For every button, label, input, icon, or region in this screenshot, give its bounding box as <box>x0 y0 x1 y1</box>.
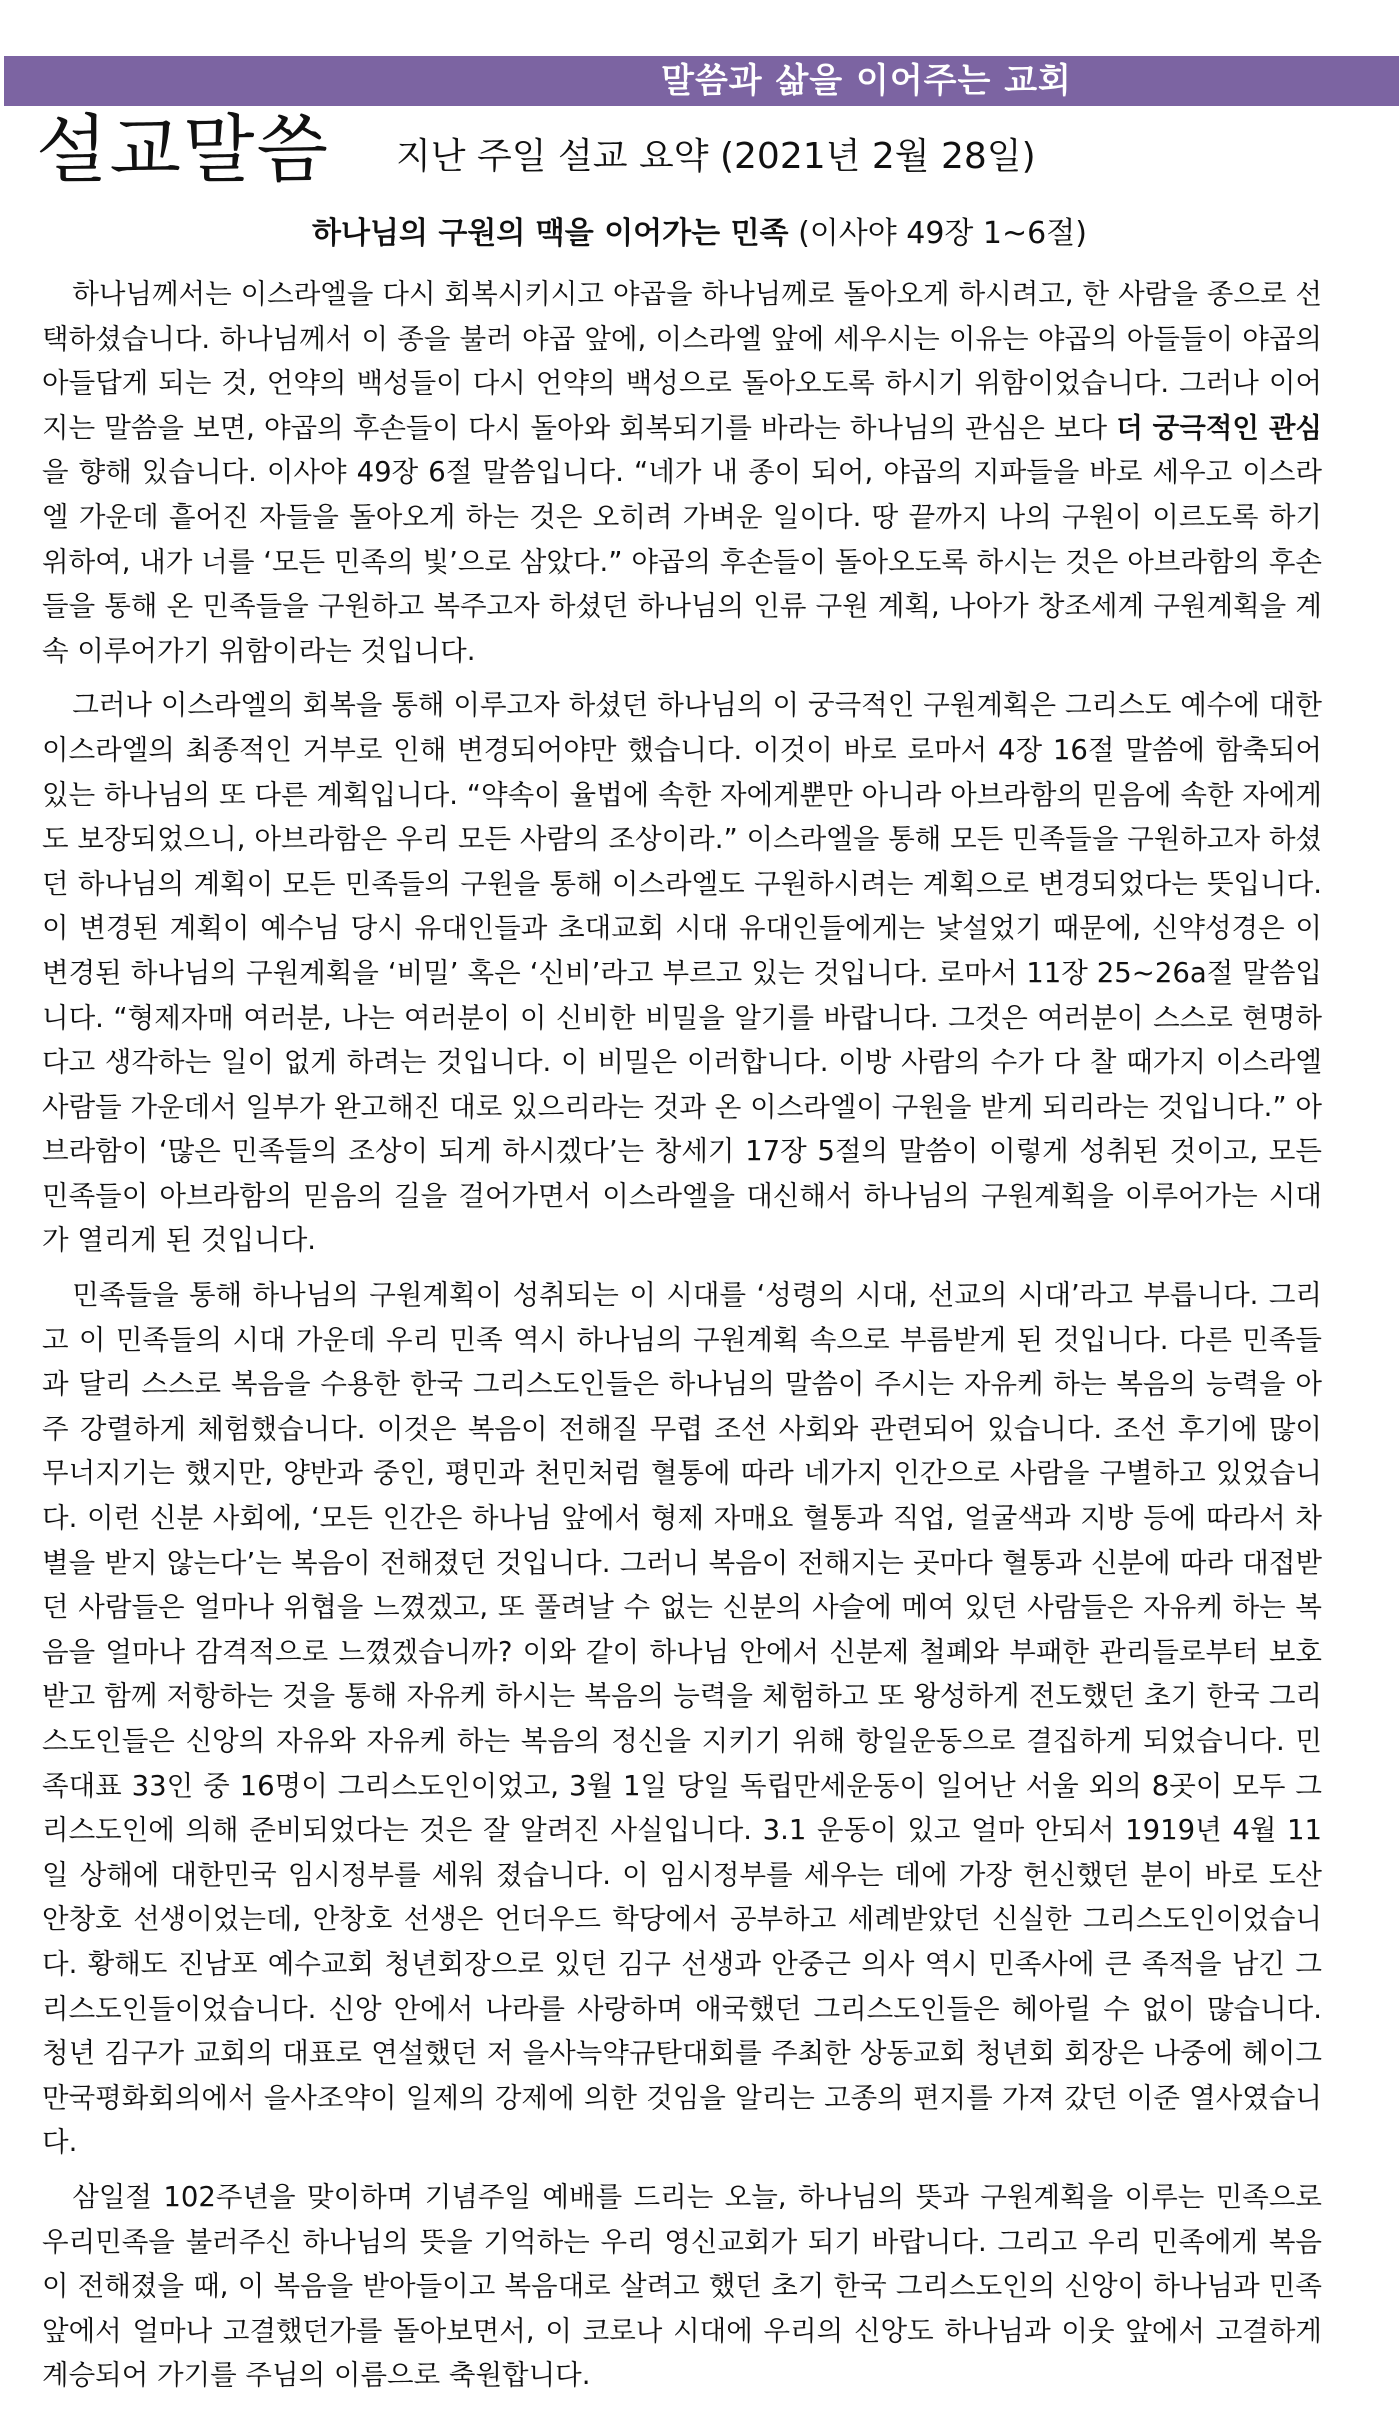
sermon-reference: (이사야 49장 1~6절) <box>788 216 1087 251</box>
paragraph-1 <box>42 272 1322 673</box>
sermon-body <box>42 272 1322 2408</box>
church-motto-banner: 말씀과 삶을 이어주는 교회 <box>4 56 1399 106</box>
paragraph-1-emphasis: 더 궁극적인 관심 <box>1116 411 1322 444</box>
paragraph-4: 삼일절 102주년을 맞이하며 기념주일 예배를 드리는 오늘, 하나님의 뜻과 구원계획을 이루는 민족으로 우리민족을 불러주신 하나님의 뜻을 기억하는 우리 영신교회가 되기 바랍니다. 그리고 우리 민족에게 복음이 전해졌을 때, 이 복음을 받아들이고 복음대로 살려고 했던 초기 한국 그리스도인의 신앙이 하나님과 민족 앞에서 얼마나 고결했던가를 돌아보면서, 이 코로나 시대에 우리의 신앙도 하나님과 이웃 앞에서 고결하게 계승되어 가기를 주님의 이름으로 축원합니다. <box>42 2180 1322 2392</box>
paragraph-1-part-b: 을 향해 있습니다. 이사야 49장 6절 말씀입니다. “네가 내 종이 되어, 야곱의 지파들을 바로 세우고 이스라엘 가운데 흩어진 자들을 돌아오게 하는 것은 오히려 가벼운 일이다. 땅 끝까지 나의 구원이 이르도록 하기 위하여, 내가 너를 ‘모든 민족의 빛’으로 삼았다.” 야곱의 후손들이 돌아오도록 하시는 것은 아브라함의 후손들을 통해 온 민족들을 구원하고 복주고자 하셨던 하나님의 인류 구원 계획, 나아가 창조세계 구원계획을 계속 이루어가기 위함이라는 것입니다. <box>42 456 1322 667</box>
paragraph-2: 그러나 이스라엘의 회복을 통해 이루고자 하셨던 하나님의 이 궁극적인 구원계획은 그리스도 예수에 대한 이스라엘의 최종적인 거부로 인해 변경되어야만 했습니다. 이것이 바로 로마서 4장 16절 말씀에 함축되어 있는 하나님의 또 다른 계획입니다. “약속이 율법에 속한 자에게뿐만 아니라 아브라함의 믿음에 속한 자에게도 보장되었으니, 아브라함은 우리 모든 사람의 조상이라.” 이스라엘을 통해 모든 민족들을 구원하고자 하셨던 하나님의 계획이 모든 민족들의 구원을 통해 이스라엘도 구원하시려는 계획으로 변경되었다는 뜻입니다. 이 변경된 계획이 예수님 당시 유대인들과 초대교회 시대 유대인들에게는 낯설었기 때문에, 신약성경은 이 변경된 하나님의 구원계획을 ‘비밀’ 혹은 ‘신비’라고 부르고 있는 것입니다. 로마서 11장 25~26a절 말씀입니다. “형제자매 여러분, 나는 여러분이 이 신비한 비밀을 알기를 바랍니다. 그것은 여러분이 스스로 현명하다고 생각하는 일이 없게 하려는 것입니다. 이 비밀은 이러합니다. 이방 사람의 수가 다 찰 때가지 이스라엘 사람들 가운데서 일부가 완고해진 대로 있으리라는 것과 온 이스라엘이 구원을 받게 되리라는 것입니다.” 아브라함이 ‘많은 민족들의 조상이 되게 하시겠다’는 창세기 17장 5절의 말씀이 이렇게 성취된 것이고, 모든 민족들이 아브라함의 믿음의 길을 걸어가면서 이스라엘을 대신해서 하나님의 구원계획을 이루어가는 시대가 열리게 된 것입니다. <box>42 689 1322 1257</box>
sermon-heading <box>0 208 1399 252</box>
page-subtitle: 지난 주일 설교 요약 (2021년 2월 28일) <box>396 136 1036 177</box>
paragraph-1-part-a: 하나님께서는 이스라엘을 다시 회복시키시고 야곱을 하나님께로 돌아오게 하시려고, 한 사람을 종으로 선택하셨습니다. 하나님께서 이 종을 불러 야곱 앞에, 이스라엘 앞에 세우시는 이유는 야곱의 아들들이 야곱의 아들답게 되는 것, 언약의 백성들이 다시 언약의 백성으로 돌아오도록 하시기 위함이었습니다. 그러나 이어지는 말씀을 보면, 야곱의 후손들이 다시 돌아와 회복되기를 바라는 하나님의 관심은 보다 <box>42 278 1322 444</box>
paragraph-3: 민족들을 통해 하나님의 구원계획이 성취되는 이 시대를 ‘성령의 시대, 선교의 시대’라고 부릅니다. 그리고 이 민족들의 시대 가운데 우리 민족 역시 하나님의 구원계획 속으로 부름받게 된 것입니다. 다른 민족들과 달리 스스로 복음을 수용한 한국 그리스도인들은 하나님의 말씀이 주시는 자유케 하는 복음의 능력을 아주 강렬하게 체험했습니다. 이것은 복음이 전해질 무렵 조선 사회와 관련되어 있습니다. 조선 후기에 많이 무너지기는 했지만, 양반과 중인, 평민과 천민처럼 혈통에 따라 네가지 인간으로 사람을 구별하고 있었습니다. 이런 신분 사회에, ‘모든 인간은 하나님 앞에서 형제 자매요 혈통과 직업, 얼굴색과 지방 등에 따라서 차별을 받지 않는다’는 복음이 전해졌던 것입니다. 그러니 복음이 전해지는 곳마다 혈통과 신분에 따라 대접받던 사람들은 얼마나 위협을 느꼈겠고, 또 풀려날 수 없는 신분의 사슬에 메여 있던 사람들은 자유케 하는 복음을 얼마나 감격적으로 느꼈겠습니까? 이와 같이 하나님 안에서 신분제 철폐와 부패한 관리들로부터 보호받고 함께 저항하는 것을 통해 자유케 하시는 복음의 능력을 체험하고 또 왕성하게 전도했던 초기 한국 그리스도인들은 신앙의 자유와 자유케 하는 복음의 정신을 지키기 위해 항일운동으로 결집하게 되었습니다. 민족대표 33인 중 16명이 그리스도인이었고, 3월 1일 당일 독립만세운동이 일어난 서울 외의 8곳이 모두 그리스도인에 의해 준비되었다는 것은 잘 알려진 사실입니다. 3.1 운동이 있고 얼마 안되서 1919년 4월 11일 상해에 대한민국 임시정부를 세워 졌습니다. 이 임시정부를 세우는 데에 가장 헌신했던 분이 바로 도산 안창호 선생이었는데, 안창호 선생은 언더우드 학당에서 공부하고 세례받았던 신실한 그리스도인이었습니다. 황해도 진남포 예수교회 청년회장으로 있던 김구 선생과 안중근 의사 역시 민족사에 큰 족적을 남긴 그리스도인들이었습니다. 신앙 안에서 나라를 사랑하며 애국했던 그리스도인들은 헤아릴 수 없이 많습니다. 청년 김구가 교회의 대표로 연설했던 저 을사늑약규탄대회를 주최한 상동교회 청년회 회장은 나중에 헤이그 만국평화회의에서 을사조약이 일제의 강제에 의한 것임을 알리는 고종의 편지를 가져 갔던 이준 열사였습니다. <box>42 1279 1322 2159</box>
page-title: 설교말씀 <box>36 107 330 193</box>
sermon-title: 하나님의 구원의 맥을 이어가는 민족 <box>312 216 789 251</box>
